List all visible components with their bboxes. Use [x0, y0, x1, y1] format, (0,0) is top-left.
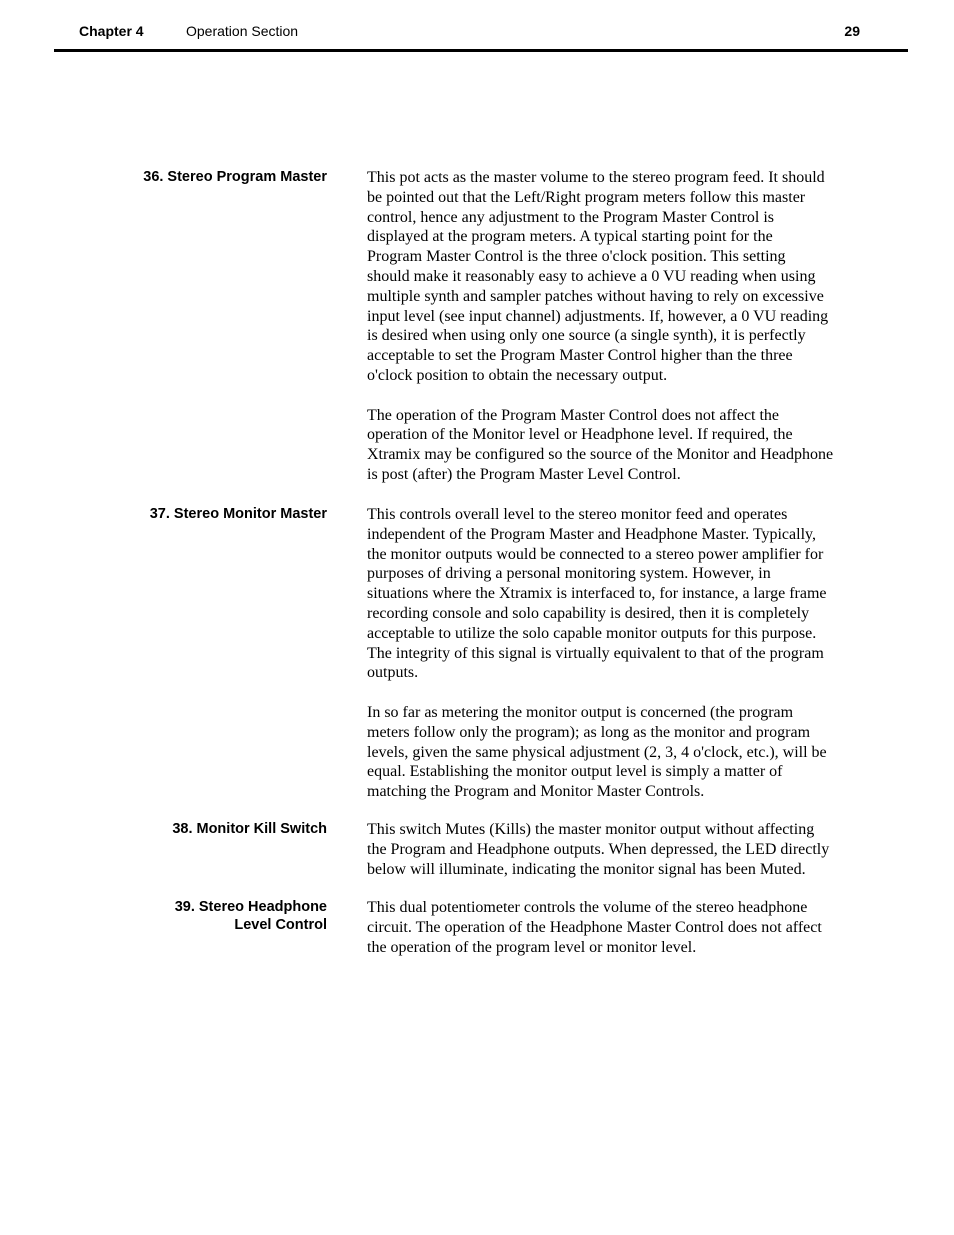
entry-label: 36. Stereo Program Master	[143, 169, 327, 185]
section-title: Operation Section	[186, 23, 299, 39]
entry-paragraph: The operation of the Program Master Control does not affect the operation of the Monitor level or Headphone level. If required, the Xtramix may be configured so the source of the Monitor and Headphone is post (after) the Program Master Level Control.	[367, 406, 834, 483]
page-number: 29	[844, 23, 860, 39]
chapter-label: Chapter 4	[79, 23, 144, 39]
entry-label: 39. Stereo Headphone Level Control	[174, 899, 327, 933]
entry-paragraph: This controls overall level to the stereo monitor feed and operates independent of the Program Master and Headphone Master. Typically, the monitor outputs would be connected to a stereo power amplifier for purposes of driving a personal monitoring system. However, in situations where the Xtramix is interfaced to, for instance, a large frame recording console and solo capability is desired, then it is completely acceptable to utilize the solo capable monitor outputs for this purpose. The integrity of this signal is virtually equivalent to that of the program outputs.	[367, 506, 827, 682]
page-header	[54, 0, 908, 52]
entry-label: 37. Stereo Monitor Master	[149, 506, 327, 522]
entry-paragraph: This pot acts as the master volume to the stereo program feed. It should be pointed out that the Left/Right program meters follow this master control, hence any adjustment to the Program Master Control is displayed at the program meters. A typical starting point for the Program Master Control is the three o'clock position. This setting should make it reasonably easy to achieve a 0 VU reading when using multiple synth and sampler patches without having to rely on excessive input level (see input channel) adjustments. If, however, a 0 VU reading is desired when using only one source (a single synth), it is perfectly acceptable to set the Program Master Control higher than the three o'clock position to obtain the necessary output.	[367, 169, 829, 384]
entry-paragraph: This dual potentiometer controls the volume of the stereo headphone circuit. The operation of the Headphone Master Control does not affect the operation of the program level or monitor level.	[367, 899, 822, 956]
entry-body	[367, 898, 872, 957]
entry-body	[367, 820, 872, 879]
entry-paragraph: In so far as metering the monitor output is concerned (the program meters follow only the program); as long as the monitor and program levels, given the same physical adjustment (2, 3, 4 o'clock, etc.), will be equal. Establishing the monitor output level is simply a matter of matching the Program and Monitor Master Controls.	[367, 703, 827, 801]
entry-body	[367, 505, 872, 802]
entry-label: 38. Monitor Kill Switch	[172, 821, 327, 837]
entry-body	[367, 168, 872, 485]
entry-paragraph: This switch Mutes (Kills) the master monitor output without affecting the Program and Headphone outputs. When depressed, the LED directly below will illuminate, indicating the monitor signal has been Muted.	[367, 821, 830, 878]
